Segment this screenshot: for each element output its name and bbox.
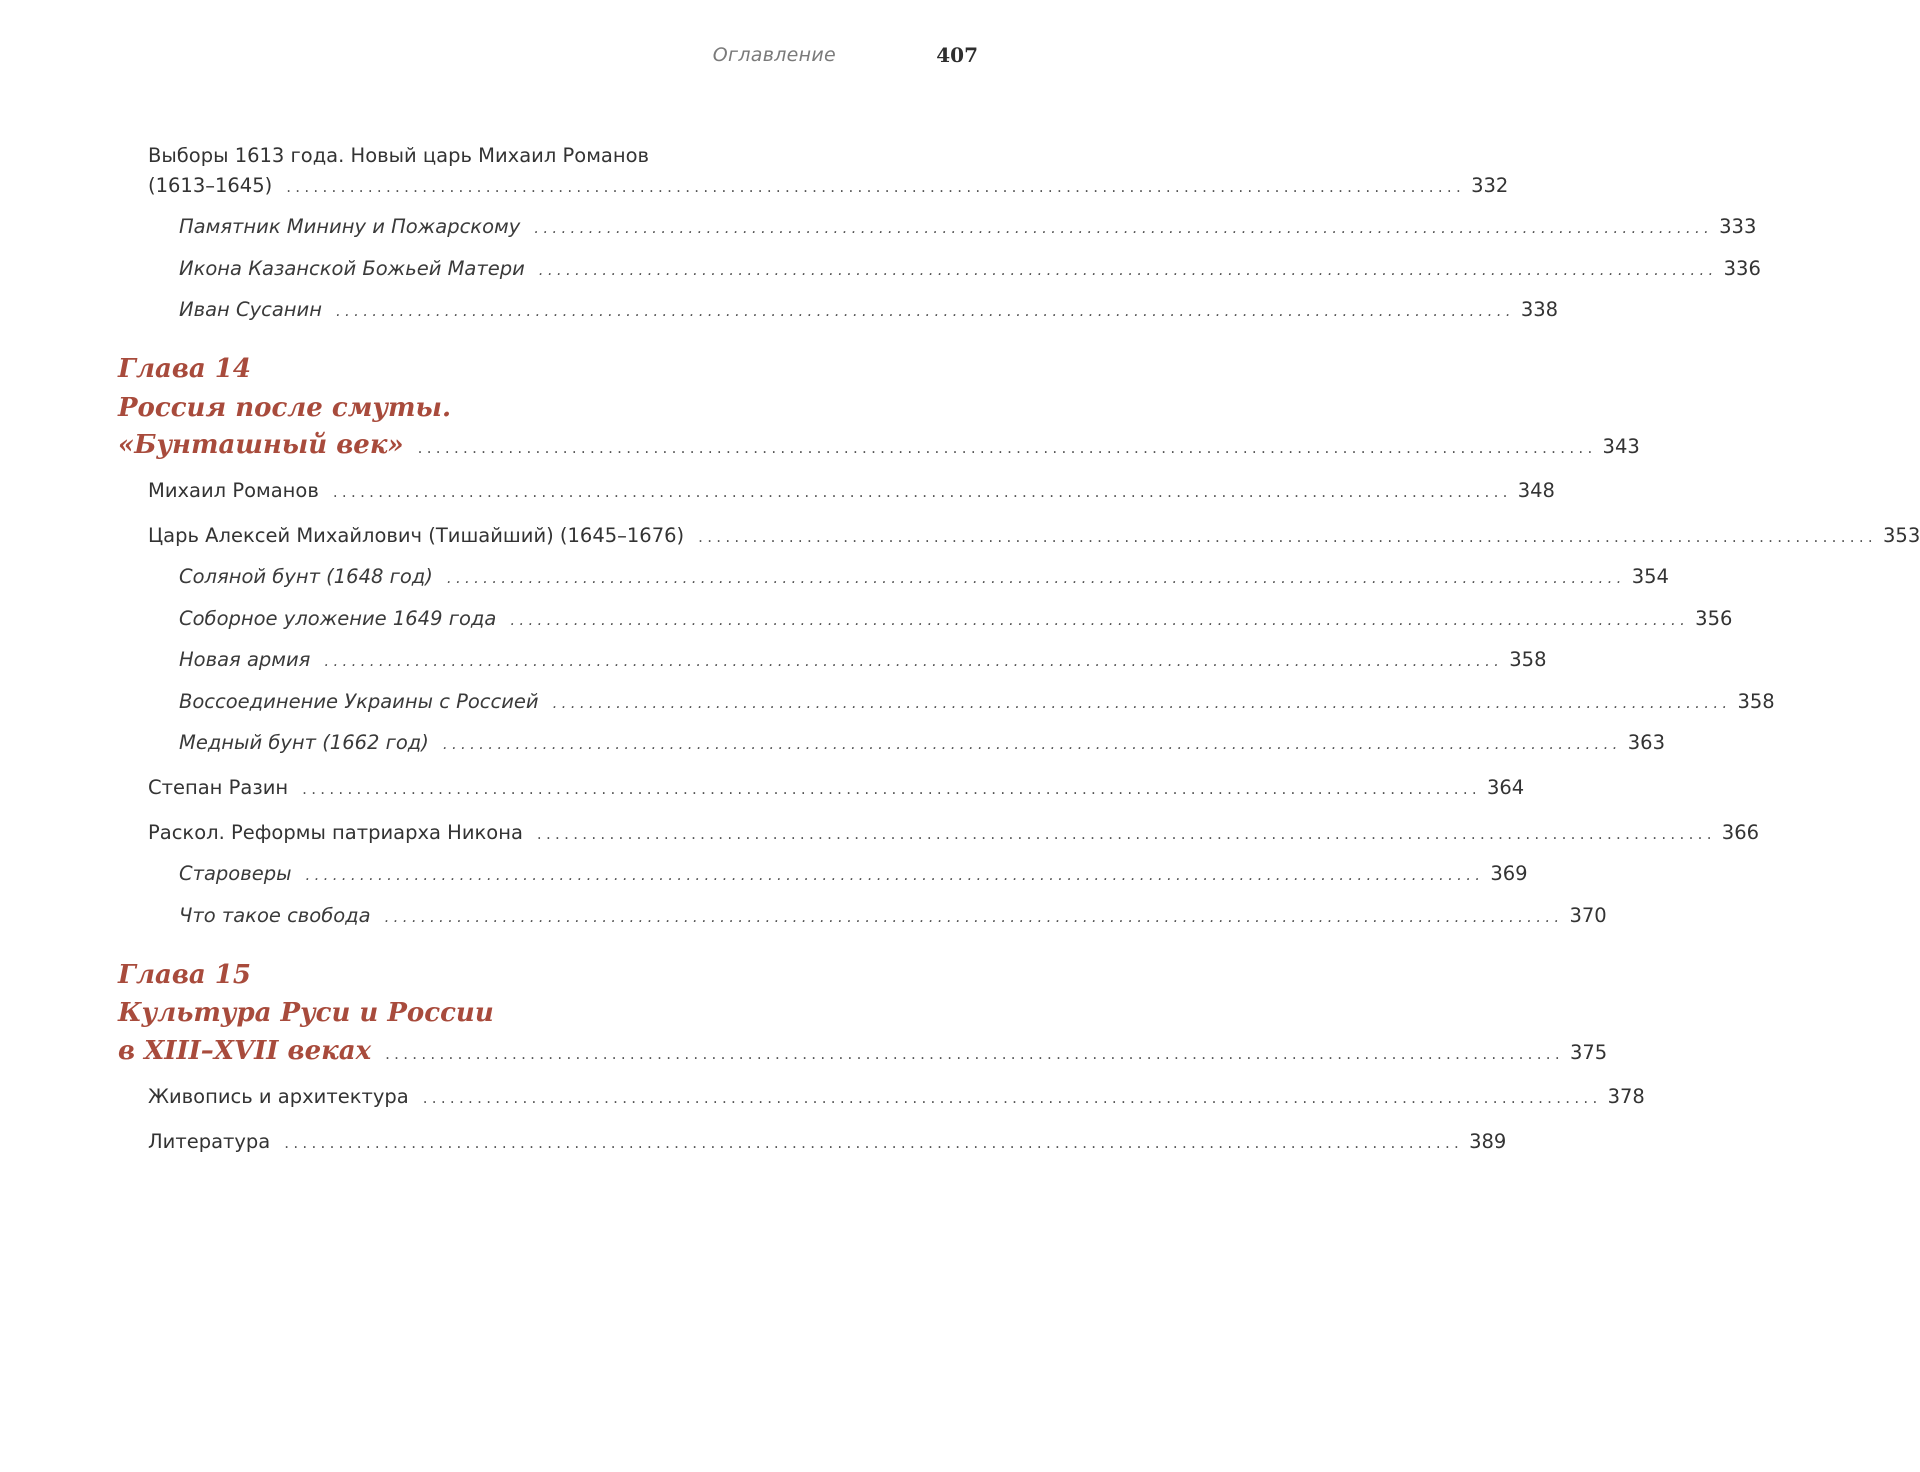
toc-page-number: 356 [1695, 607, 1733, 630]
running-header-title: Оглавление [712, 44, 836, 66]
toc-entry-label: Степан Разин [148, 776, 289, 799]
toc-page-number: 333 [1719, 215, 1757, 238]
leader-dots: .................................................................................................................................. [536, 825, 1716, 843]
chapter-entry[interactable] [118, 1036, 1608, 1066]
leader-dots: .................................................................................................................................. [284, 1134, 1464, 1152]
toc-subentry[interactable] [179, 648, 1547, 671]
toc-page-number: 375 [1569, 1041, 1608, 1064]
toc-subentry[interactable] [179, 298, 1559, 321]
toc-page-number: 336 [1723, 257, 1761, 280]
toc-subentry[interactable] [179, 607, 1733, 630]
chapter-entry[interactable] [118, 430, 1640, 460]
leader-dots: .................................................................................................................................. [332, 483, 1512, 501]
toc-subentry[interactable] [179, 731, 1665, 754]
leader-dots: .................................................................................................................................. [302, 780, 1481, 798]
leader-dots: .................................................................................................................................. [384, 908, 1564, 926]
leader-dots: .................................................................................................................................. [510, 611, 1690, 629]
toc-entry-label: Раскол. Реформы патриарха Никона [148, 821, 523, 844]
toc-entry-label: Соборное уложение 1649 года [179, 607, 497, 630]
leader-dots: .................................................................................................................................. [534, 219, 1714, 237]
toc-entry-label: Михаил Романов [148, 479, 319, 502]
toc-entry[interactable] [148, 524, 1920, 547]
leader-dots: .................................................................................................................................. [422, 1089, 1602, 1107]
leader-dots: .................................................................................................................................. [286, 178, 1466, 196]
chapter-title-line: в XIII–XVII веках [118, 1036, 372, 1066]
toc-entry-label: Медный бунт (1662 год) [179, 731, 429, 754]
chapter-title-line: Россия после смуты. [118, 393, 452, 423]
toc-entry[interactable] [148, 776, 1525, 799]
leader-dots: .................................................................................................................................. [305, 866, 1485, 884]
toc-page-number: 332 [1471, 174, 1509, 197]
toc-entry-label: Новая армия [179, 648, 311, 671]
toc-page-number: 358 [1509, 648, 1547, 671]
toc-subentry[interactable] [179, 904, 1607, 927]
toc-page-number: 354 [1631, 565, 1669, 588]
chapter-number: Глава 15 [118, 960, 251, 990]
leader-dots: .................................................................................................................................. [335, 302, 1515, 320]
leader-dots: .................................................................................................................................. [324, 652, 1504, 670]
toc-entry-label: Соляной бунт (1648 год) [179, 565, 433, 588]
toc-entry-label-line1: Выборы 1613 года. Новый царь Михаил Романов [148, 144, 650, 167]
toc-page-number: 370 [1569, 904, 1607, 927]
leader-dots: .................................................................................................................................. [442, 735, 1622, 753]
leader-dots: .................................................................................................................................. [446, 569, 1626, 587]
toc-entry-label: Живопись и архитектура [148, 1085, 409, 1108]
toc-entry-label: Воссоединение Украины с Россией [179, 690, 539, 713]
toc-entry[interactable] [148, 1130, 1507, 1153]
toc-page-number: 358 [1737, 690, 1775, 713]
toc-page-number: 353 [1883, 524, 1920, 547]
toc-entry-label: Царь Алексей Михайлович (Тишайший) (1645–1676) [148, 524, 685, 547]
toc-page-number: 343 [1602, 435, 1640, 458]
toc-entry-label: Памятник Минину и Пожарскому [179, 215, 521, 238]
toc-entry-label: (1613–1645) [148, 174, 273, 197]
toc-entry[interactable] [148, 1085, 1645, 1108]
toc-entry-label: Икона Казанской Божьей Матери [179, 257, 525, 280]
toc-page-number: 378 [1607, 1085, 1645, 1108]
leader-dots: .................................................................................................................................. [385, 1045, 1564, 1063]
toc-entry-label: Что такое свобода [179, 904, 371, 927]
toc-entry-label: Староверы [179, 862, 292, 885]
chapter-title-line: «Бунташный век» [118, 430, 404, 460]
toc-entry[interactable] [148, 479, 1555, 502]
leader-dots: .................................................................................................................................. [698, 528, 1877, 546]
toc-entry[interactable] [148, 821, 1760, 844]
toc-subentry[interactable] [179, 862, 1528, 885]
page-number: 407 [936, 43, 978, 67]
toc-page-number: 366 [1721, 821, 1760, 844]
toc-entry-label: Литература [148, 1130, 271, 1153]
toc-page-number: 364 [1486, 776, 1525, 799]
toc-entry[interactable] [148, 174, 1509, 197]
toc-entry-label: Иван Сусанин [179, 298, 322, 321]
toc-subentry[interactable] [179, 215, 1757, 238]
leader-dots: .................................................................................................................................. [552, 694, 1732, 712]
leader-dots: .................................................................................................................................. [417, 439, 1597, 457]
toc-page-number: 369 [1490, 862, 1528, 885]
toc-page-number: 363 [1627, 731, 1665, 754]
toc-page-number: 389 [1469, 1130, 1507, 1153]
toc-subentry[interactable] [179, 257, 1761, 280]
chapter-title-line: Культура Руси и России [118, 998, 494, 1028]
chapter-number: Глава 14 [118, 354, 251, 384]
toc-page-number: 338 [1520, 298, 1559, 321]
leader-dots: .................................................................................................................................. [538, 261, 1718, 279]
toc-subentry[interactable] [179, 565, 1669, 588]
toc-subentry[interactable] [179, 690, 1775, 713]
toc-page-number: 348 [1517, 479, 1555, 502]
